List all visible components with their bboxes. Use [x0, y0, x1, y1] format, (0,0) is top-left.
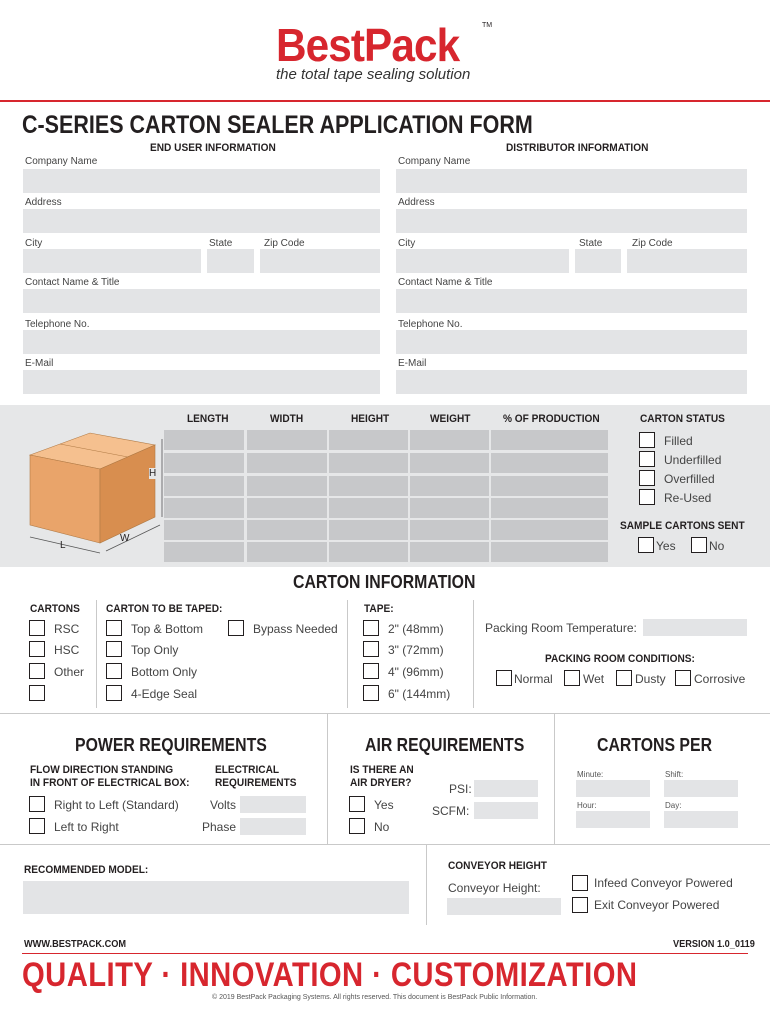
section-rule-2 — [0, 844, 770, 845]
dimension-cell[interactable] — [410, 476, 489, 496]
model-heading: RECOMMENDED MODEL: — [24, 864, 149, 876]
dimension-cell[interactable] — [329, 453, 408, 473]
di-address-label: Address — [398, 197, 435, 208]
status-reused-checkbox[interactable] — [639, 489, 655, 505]
carton-rsc-label: RSC — [54, 622, 80, 636]
dimension-cell[interactable] — [329, 476, 408, 496]
flow-heading-2: IN FRONT OF ELECTRICAL BOX: — [30, 777, 190, 789]
sample-yes-label: Yes — [656, 539, 676, 553]
taped-heading: CARTON TO BE TAPED: — [106, 603, 223, 615]
eu-address-field[interactable] — [23, 209, 380, 233]
footer-website: WWW.BESTPACK.COM — [24, 939, 127, 950]
footer-copyright: © 2019 BestPack Packaging Systems. All rights reserved. This document is BestPack Public Information. — [212, 994, 538, 1001]
taped-top-only-label: Top Only — [131, 643, 179, 657]
power-divider — [327, 714, 328, 844]
eu-zip-label: Zip Code — [264, 238, 305, 249]
dryer-yes-checkbox[interactable] — [349, 796, 365, 812]
carton-hsc-label: HSC — [54, 643, 80, 657]
eu-city-label: City — [25, 238, 43, 249]
phase-field[interactable] — [240, 818, 306, 835]
eu-state-field[interactable] — [207, 249, 254, 273]
eu-state-label: State — [209, 238, 233, 249]
eu-contact-label: Contact Name & Title — [25, 277, 120, 288]
bypass-label: Bypass Needed — [253, 622, 338, 636]
dimension-cell[interactable] — [164, 430, 244, 450]
room-corrosive-checkbox[interactable] — [675, 670, 691, 686]
status-underfilled-checkbox[interactable] — [639, 451, 655, 467]
dimension-cell[interactable] — [491, 520, 608, 540]
room-corrosive-label: Corrosive — [694, 672, 746, 686]
dimension-cell[interactable] — [329, 498, 408, 518]
scfm-field[interactable] — [474, 802, 538, 819]
di-city-label: City — [398, 238, 416, 249]
sample-no-checkbox[interactable] — [691, 537, 707, 553]
eu-contact-field[interactable] — [23, 289, 380, 313]
dimension-cell[interactable] — [247, 498, 327, 518]
tape-2in-checkbox[interactable] — [363, 620, 379, 636]
taped-bottom-only-label: Bottom Only — [131, 665, 198, 679]
sample-yes-checkbox[interactable] — [638, 537, 654, 553]
box-length-label: L — [60, 540, 66, 551]
header-width: WIDTH — [270, 413, 304, 425]
dimension-cell[interactable] — [247, 453, 327, 473]
cartons-heading: CARTONS — [30, 603, 80, 615]
hour-field[interactable] — [576, 811, 650, 828]
status-overfilled-checkbox[interactable] — [639, 470, 655, 486]
room-conditions-heading: PACKING ROOM CONDITIONS: — [545, 653, 695, 665]
dimension-cell[interactable] — [329, 520, 408, 540]
status-underfilled-label: Underfilled — [664, 453, 722, 467]
air-heading: AIR REQUIREMENTS — [365, 735, 525, 755]
eu-phone-field[interactable] — [23, 330, 380, 354]
tape-6in-label: 6" (144mm) — [388, 687, 451, 701]
di-phone-label: Telephone No. — [398, 319, 463, 330]
header-percent-production: % OF PRODUCTION — [503, 413, 600, 425]
psi-label: PSI: — [449, 782, 472, 796]
carton-info-heading: CARTON INFORMATION — [293, 572, 476, 592]
dimension-cell[interactable] — [247, 476, 327, 496]
dryer-no-checkbox[interactable] — [349, 818, 365, 834]
di-phone-field[interactable] — [396, 330, 747, 354]
shift-label: Shift: — [665, 770, 684, 779]
flow-rtl-label: Right to Left (Standard) — [54, 798, 179, 812]
eu-email-label: E-Mail — [25, 358, 54, 369]
di-contact-field[interactable] — [396, 289, 747, 313]
status-overfilled-label: Overfilled — [664, 472, 715, 486]
dimension-cell[interactable] — [164, 476, 244, 496]
distributor-heading: DISTRIBUTOR INFORMATION — [506, 142, 649, 154]
header-rule — [0, 100, 770, 102]
cartons-divider — [96, 600, 97, 708]
minute-field[interactable] — [576, 780, 650, 797]
scfm-label: SCFM: — [432, 804, 470, 818]
volts-field[interactable] — [240, 796, 306, 813]
footer-version: VERSION 1.0_0119 — [673, 939, 755, 950]
dimension-cell[interactable] — [164, 453, 244, 473]
taped-four-edge-label: 4-Edge Seal — [131, 687, 198, 701]
shift-field[interactable] — [664, 780, 738, 797]
dimension-cell[interactable] — [410, 542, 489, 562]
taped-top-bottom-label: Top & Bottom — [131, 622, 204, 636]
infeed-checkbox[interactable] — [572, 875, 588, 891]
carton-hsc-checkbox[interactable] — [29, 641, 45, 657]
di-state-field[interactable] — [575, 249, 621, 273]
di-zip-field[interactable] — [627, 249, 747, 273]
dryer-no-label: No — [374, 820, 390, 834]
bypass-checkbox[interactable] — [228, 620, 244, 636]
trademark: TM — [482, 22, 493, 29]
dimension-cell[interactable] — [491, 476, 608, 496]
eu-city-field[interactable] — [23, 249, 201, 273]
room-wet-checkbox[interactable] — [564, 670, 580, 686]
elec-heading-1: ELECTRICAL — [215, 764, 280, 776]
eu-address-label: Address — [25, 197, 62, 208]
carton-other-checkbox[interactable] — [29, 663, 45, 679]
eu-zip-field[interactable] — [260, 249, 380, 273]
tagline: the total tape sealing solution — [276, 66, 471, 83]
di-zip-label: Zip Code — [632, 238, 673, 249]
dimension-cell[interactable] — [410, 430, 489, 450]
flow-rtl-checkbox[interactable] — [29, 796, 45, 812]
room-dusty-checkbox[interactable] — [616, 670, 632, 686]
di-city-field[interactable] — [396, 249, 569, 273]
day-field[interactable] — [664, 811, 738, 828]
taped-bottom-only-checkbox[interactable] — [106, 663, 122, 679]
box-width-label: W — [120, 533, 130, 544]
eu-company-field[interactable] — [23, 169, 380, 193]
tape-6in-checkbox[interactable] — [363, 685, 379, 701]
carton-rsc-checkbox[interactable] — [29, 620, 45, 636]
carton-box-illustration — [20, 425, 170, 555]
dimension-cell[interactable] — [410, 520, 489, 540]
dimension-cell[interactable] — [164, 498, 244, 518]
dimension-cell[interactable] — [491, 453, 608, 473]
dimension-cell[interactable] — [410, 498, 489, 518]
day-label: Day: — [665, 801, 682, 810]
di-email-label: E-Mail — [398, 358, 427, 369]
dimension-cell[interactable] — [410, 453, 489, 473]
sample-no-label: No — [709, 539, 725, 553]
flow-ltr-label: Left to Right — [54, 820, 119, 834]
dimension-cell[interactable] — [329, 430, 408, 450]
conveyor-heading: CONVEYOR HEIGHT — [448, 860, 547, 872]
end-user-heading: END USER INFORMATION — [150, 142, 276, 154]
di-address-field[interactable] — [396, 209, 747, 233]
dimension-cell[interactable] — [329, 542, 408, 562]
di-state-label: State — [579, 238, 603, 249]
dryer-heading-1: IS THERE AN — [350, 764, 414, 776]
tape-4in-label: 4" (96mm) — [388, 665, 444, 679]
tape-3in-label: 3" (72mm) — [388, 643, 444, 657]
tape-4in-checkbox[interactable] — [363, 663, 379, 679]
logo — [270, 18, 500, 88]
room-wet-label: Wet — [583, 672, 605, 686]
box-height-label: H — [149, 468, 157, 479]
taped-top-only-checkbox[interactable] — [106, 641, 122, 657]
carton-extra-checkbox[interactable] — [29, 685, 45, 701]
status-reused-label: Re-Used — [664, 491, 712, 505]
conveyor-divider — [426, 845, 427, 925]
model-field[interactable] — [23, 881, 409, 914]
tape-heading: TAPE: — [364, 603, 394, 615]
hour-label: Hour: — [577, 801, 597, 810]
taped-divider — [347, 600, 348, 708]
di-contact-label: Contact Name & Title — [398, 277, 493, 288]
exit-label: Exit Conveyor Powered — [594, 898, 720, 912]
di-company-label: Company Name — [398, 156, 471, 167]
room-temp-field[interactable] — [643, 619, 747, 636]
carton-status-heading: CARTON STATUS — [640, 413, 725, 425]
di-company-field[interactable] — [396, 169, 747, 193]
dimension-cell[interactable] — [164, 542, 244, 562]
taped-four-edge-checkbox[interactable] — [106, 685, 122, 701]
flow-heading-1: FLOW DIRECTION STANDING — [30, 764, 174, 776]
dryer-yes-label: Yes — [374, 798, 394, 812]
volts-label: Volts — [210, 798, 237, 812]
air-divider — [554, 714, 555, 844]
infeed-label: Infeed Conveyor Powered — [594, 876, 733, 890]
sample-cartons-heading: SAMPLE CARTONS SENT — [620, 520, 745, 532]
dimension-cell[interactable] — [247, 542, 327, 562]
status-filled-label: Filled — [664, 434, 693, 448]
footer-rule — [22, 953, 748, 954]
dimension-cell[interactable] — [491, 498, 608, 518]
dimension-cell[interactable] — [247, 430, 327, 450]
room-dusty-label: Dusty — [635, 672, 666, 686]
conveyor-height-label: Conveyor Height: — [448, 881, 541, 895]
header-weight: WEIGHT — [430, 413, 471, 425]
eu-company-label: Company Name — [25, 156, 98, 167]
section-rule — [0, 713, 770, 714]
page-title: C-SERIES CARTON SEALER APPLICATION FORM — [22, 111, 533, 139]
eu-email-field[interactable] — [23, 370, 380, 394]
tape-2in-label: 2" (48mm) — [388, 622, 444, 636]
taped-top-bottom-checkbox[interactable] — [106, 620, 122, 636]
footer-slogan: QUALITY · INNOVATION · CUSTOMIZATION — [22, 956, 638, 994]
elec-heading-2: REQUIREMENTS — [215, 777, 297, 789]
di-email-field[interactable] — [396, 370, 747, 394]
status-filled-checkbox[interactable] — [639, 432, 655, 448]
logo-text: BestPack — [276, 19, 460, 71]
exit-checkbox[interactable] — [572, 897, 588, 913]
cartons-per-heading: CARTONS PER — [597, 735, 713, 755]
dimension-cell[interactable] — [491, 542, 608, 562]
room-temp-label: Packing Room Temperature: — [485, 621, 637, 635]
phase-label: Phase — [202, 820, 237, 834]
dimension-cell[interactable] — [491, 430, 608, 450]
carton-other-label: Other — [54, 665, 85, 679]
dimension-cell[interactable] — [247, 520, 327, 540]
eu-phone-label: Telephone No. — [25, 319, 90, 330]
tape-divider — [473, 600, 474, 708]
conveyor-height-field[interactable] — [447, 898, 561, 915]
room-normal-checkbox[interactable] — [496, 670, 512, 686]
header-length: LENGTH — [187, 413, 229, 425]
psi-field[interactable] — [474, 780, 538, 797]
flow-ltr-checkbox[interactable] — [29, 818, 45, 834]
header-height: HEIGHT — [351, 413, 390, 425]
room-normal-label: Normal — [514, 672, 553, 686]
dryer-heading-2: AIR DRYER? — [350, 777, 412, 789]
dimension-cell[interactable] — [164, 520, 244, 540]
minute-label: Minute: — [577, 770, 604, 779]
power-heading: POWER REQUIREMENTS — [75, 735, 267, 755]
tape-3in-checkbox[interactable] — [363, 641, 379, 657]
